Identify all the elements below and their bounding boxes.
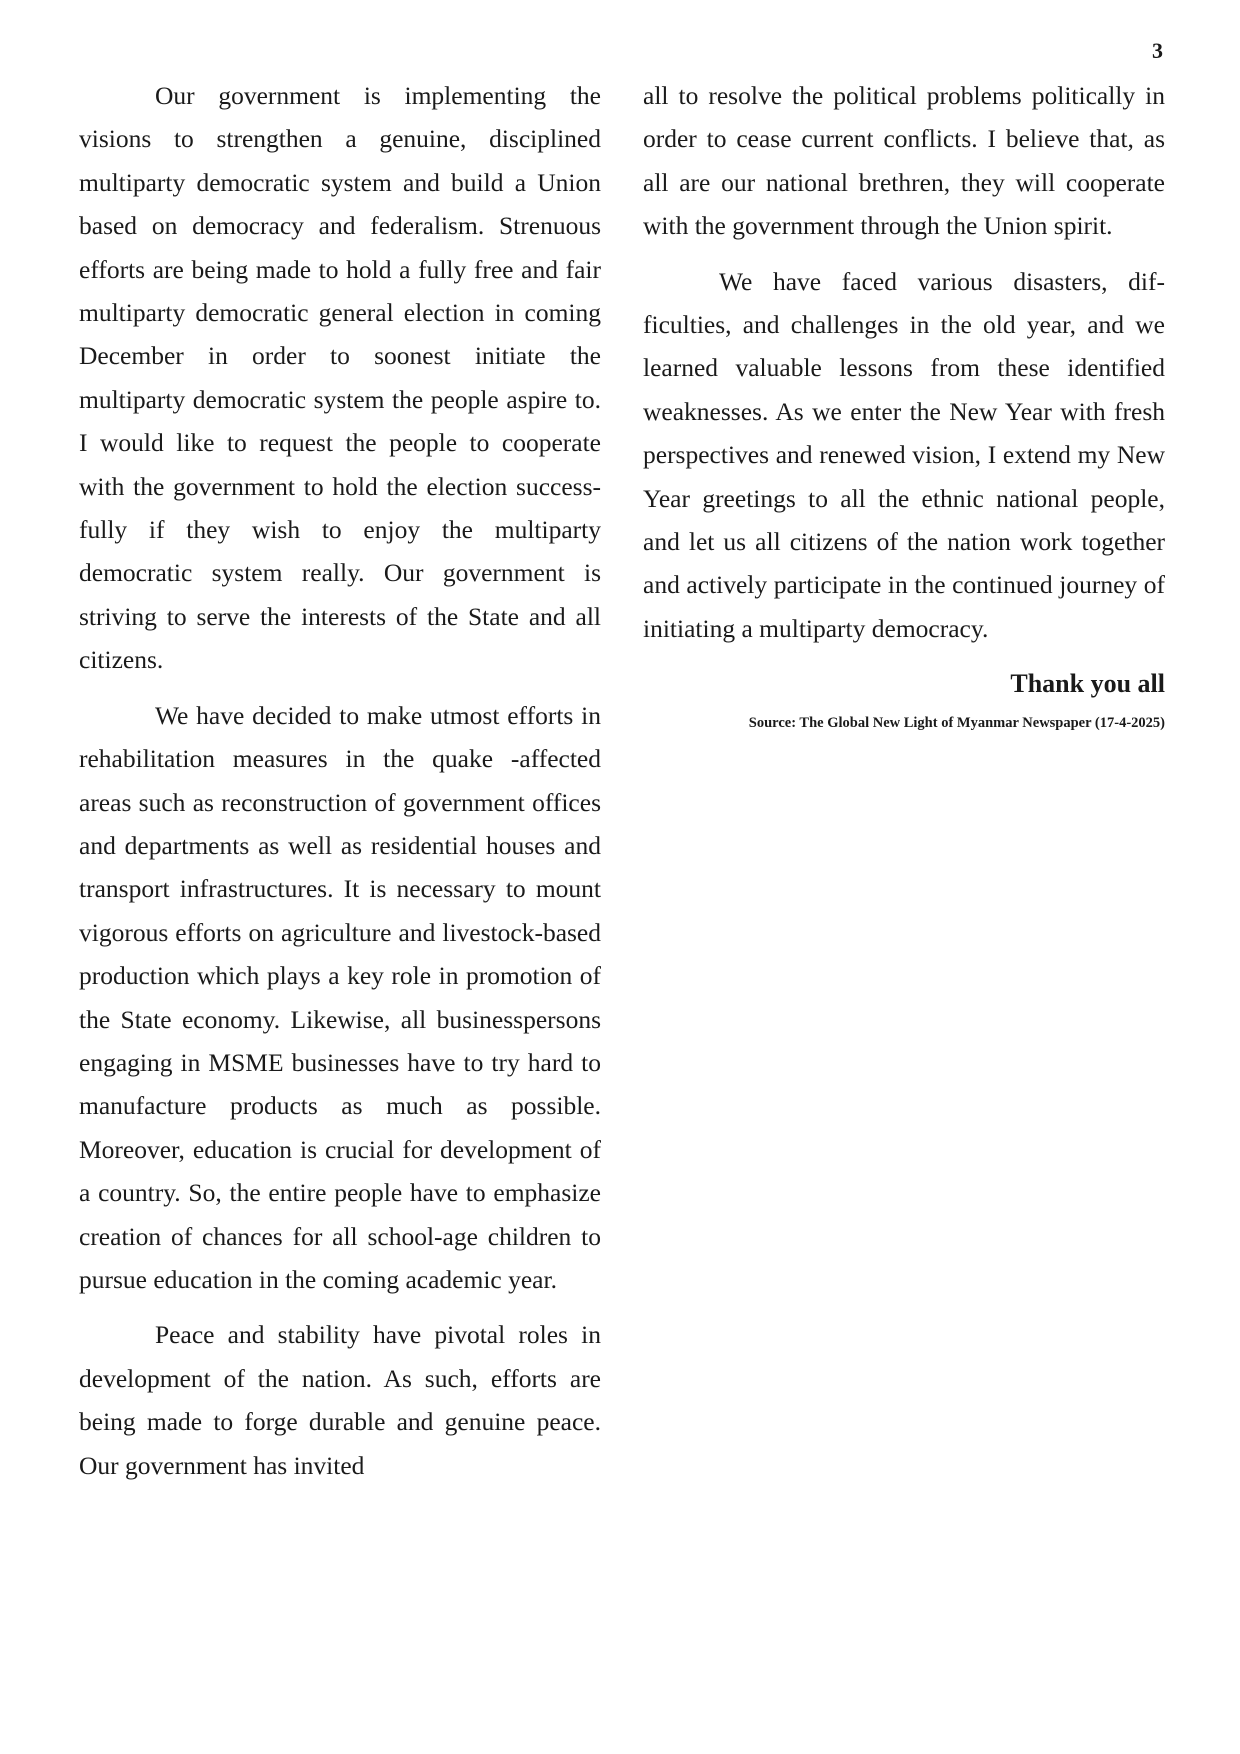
closing-line: Thank you all bbox=[1010, 669, 1165, 699]
body-paragraph: Our government is implementing the visions to strengthen a genuine, disciplined multiparty democratic system and build a Union based on democracy and federalism. Strenuous efforts are being made to hold a fully free and fair multiparty democratic general election in coming December in order to soonest initiate the multiparty democratic system the people aspire to. I would like to request the people to cooperate with the government to hold the election successfully if they wish to enjoy the multiparty democratic system really. Our government is striving to serve the interests of the State and all citizens. bbox=[79, 81, 601, 675]
continued-paragraph: all to resolve the political problems politically in order to cease current conflicts. I believe that, as all are our national brethren, they will cooperate with the government through the Union spirit. bbox=[643, 81, 1165, 241]
page-number: 3 bbox=[1152, 38, 1163, 63]
left-column bbox=[79, 74, 601, 1499]
right-column bbox=[643, 74, 1165, 734]
body-paragraph: We have faced various disasters, difficulties, and challenges in the old year, and we learned valuable lessons from these identified weaknesses. As we enter the New Year with fresh perspectives and renewed vision, I extend my New Year greetings to all the ethnic national people, and let us all citizens of the nation work together and actively participate in the continued journey of initiating a multiparty democracy. bbox=[643, 266, 1165, 643]
source-citation: Source: The Global New Light of Myanmar Newspaper (17-4-2025) bbox=[748, 715, 1165, 732]
body-paragraph: We have decided to make utmost efforts in rehabilitation measures in the quake -affected areas such as reconstruction of government offices and departments as well as residential houses and transport infrastructures. It is necessary to mount vigorous efforts on agriculture and livestock-based production which plays a key role in promotion of the State economy. Likewise, all businesspersons engaging in MSME businesses have to try hard to manufacture products as much as possible. Moreover, education is crucial for development of a country. So, the entire people have to emphasize creation of chances for all school-age children to pursue education in the coming academic year. bbox=[79, 700, 601, 1294]
body-paragraph: Peace and stability have pivotal roles in development of the nation. As such, efforts are being made to forge durable and genuine peace. Our government has invited bbox=[79, 1320, 601, 1480]
